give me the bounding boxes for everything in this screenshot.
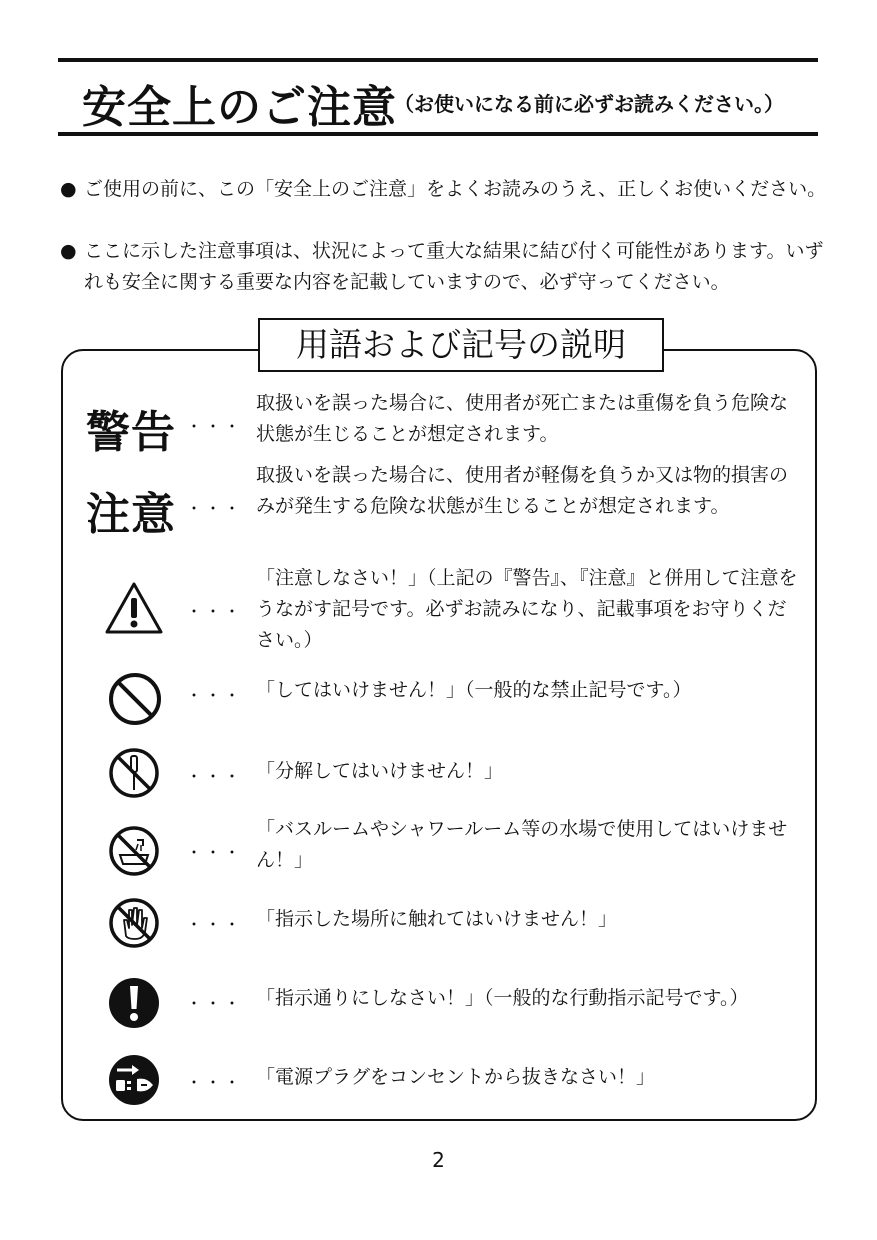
legend-desc: 「分解してはいけません！」 — [256, 760, 504, 782]
legend-desc: 「注意しなさい！」（上記の『警告』、『注意』と併用して注意をうながす記号です。必ずお読みになり、記載事項をお守りください。） — [256, 567, 798, 651]
leader-dots: ・・・ — [186, 767, 244, 786]
signal-word-warning: 警告 — [86, 407, 176, 458]
signal-word-caution: 注意 — [86, 489, 176, 540]
mandatory-action-icon — [107, 976, 161, 1030]
unplug-icon — [107, 1053, 161, 1107]
page-number: 2 — [432, 1148, 445, 1172]
legend-desc: 「指示した場所に触れてはいけません！」 — [256, 908, 618, 930]
no-bathroom-icon — [107, 824, 161, 878]
no-touch-icon — [107, 896, 161, 950]
leader-dots: ・・・ — [186, 1073, 244, 1092]
leader-dots: ・・・ — [186, 499, 244, 518]
page-title: 安全上のご注意 — [82, 82, 397, 133]
intro-text: ここに示した注意事項は、状況によって重大な結果に結び付く可能性があります。いずれも安全に関する重要な内容を記載していますので、必ず守ってください。 — [84, 240, 824, 293]
legend-desc: 「電源プラグをコンセントから抜きなさい！」 — [256, 1066, 656, 1088]
leader-dots: ・・・ — [186, 602, 244, 621]
leader-dots: ・・・ — [186, 843, 244, 862]
section-header — [58, 58, 818, 136]
legend-title: 用語および記号の説明 — [258, 318, 664, 372]
leader-dots: ・・・ — [186, 994, 244, 1013]
bullet-icon: ● — [60, 240, 77, 262]
page-subtitle: （お使いになる前に必ずお読みください。） — [394, 92, 784, 116]
legend-desc: 「バスルームやシャワールーム等の水場で使用してはいけません！」 — [256, 818, 788, 871]
intro-text: ご使用の前に、この「安全上のご注意」をよくお読みのうえ、正しくお使いください。 — [84, 178, 827, 200]
leader-dots: ・・・ — [186, 417, 244, 436]
no-disassembly-icon — [107, 746, 161, 800]
warning-triangle-icon — [104, 581, 164, 635]
legend-desc: 取扱いを誤った場合に、使用者が死亡または重傷を負う危険な状態が生じることが想定されます。 — [256, 392, 789, 445]
leader-dots: ・・・ — [186, 686, 244, 705]
legend-desc: 「指示通りにしなさい！」（一般的な行動指示記号です。） — [256, 987, 749, 1009]
bullet-icon: ● — [60, 178, 77, 200]
leader-dots: ・・・ — [186, 915, 244, 934]
legend-desc: 取扱いを誤った場合に、使用者が軽傷を負うか又は物的損害のみが発生する危険な状態が生じることが想定されます。 — [256, 464, 789, 517]
legend-desc: 「してはいけません！」（一般的な禁止記号です。） — [256, 679, 692, 701]
prohibition-icon — [107, 671, 163, 727]
